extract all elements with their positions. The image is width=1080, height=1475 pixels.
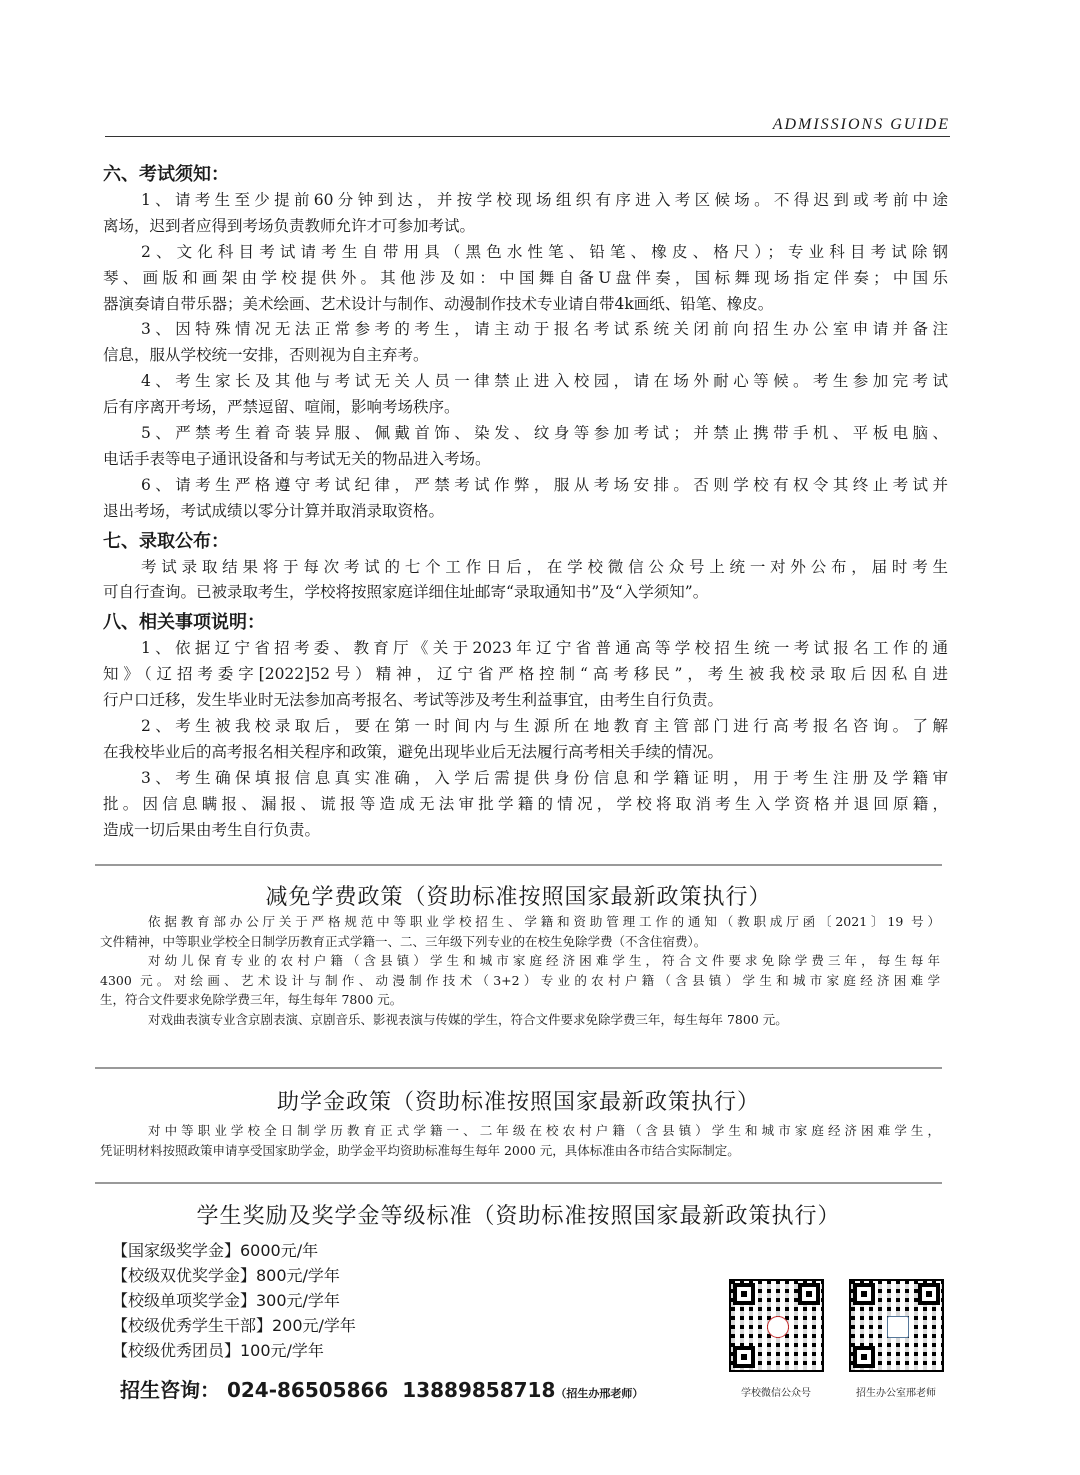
contact-label: 招生咨询： (120, 1378, 220, 1402)
qr-code-office (849, 1279, 944, 1372)
section-heading: 七、录取公布： (103, 530, 229, 552)
award-item: 【校级优秀学生干部】200元/学年 (112, 1316, 356, 1335)
divider (95, 864, 942, 866)
paragraph-line: 2、考生被我校录取后，要在第一时间内与生源所在地教育主管部门进行高考报名咨询。了解 (141, 717, 948, 736)
school-logo-icon (767, 1316, 789, 1338)
award-item: 【国家级奖学金】6000元/年 (112, 1241, 319, 1260)
qr-caption: 招生办公室邢老师 (856, 1388, 936, 1399)
paragraph-line: 文件精神，中等职业学校全日制学历教育正式学籍一、二、三年级下列专业的在校生免除学费（不含住宿费）。 (100, 933, 707, 949)
paragraph-line: 对戏曲表演专业含京剧表演、京剧音乐、影视表演与传媒的学生，符合文件要求免除学费三年，每生每年 7800 元。 (148, 1011, 788, 1027)
contact-line (120, 1374, 643, 1403)
paragraph-line: 对中等职业学校全日制学历教育正式学籍一、二年级在校农村户籍（含县镇）学生和城市家庭经济困难学生， (148, 1123, 940, 1138)
header-label: ADMISSIONS GUIDE (772, 116, 950, 133)
paragraph-line: 造成一切后果由考生自行负责。 (103, 820, 321, 839)
header-divider (105, 136, 950, 137)
main-content (103, 158, 948, 843)
paragraph-line: 知》（辽招考委字[2022]52号）精神，辽宁省严格控制“高考移民”，考生被我校录取后因私自进 (103, 665, 948, 684)
photo-icon (887, 1316, 909, 1338)
paragraph-line: 退出考场，考试成绩以零分计算并取消录取资格。 (103, 501, 445, 520)
paragraph-line: 1、依据辽宁省招考委、教育厅《关于2023年辽宁省普通高等学校招生统一考试报名工作的通 (141, 639, 948, 658)
paragraph-line: 4、考生家长及其他与考试无关人员一律禁止进入校园，请在场外耐心等候。考生参加完考试 (141, 372, 948, 391)
grant-title: 助学金政策（资助标准按照国家最新政策执行） (276, 1090, 760, 1115)
paragraph-line: 4300 元。对绘画、艺术设计与制作、动漫制作技术（3+2）专业的农村户籍（含县镇）学生和城市家庭经济困难学 (100, 972, 940, 988)
paragraph-line: 5、严禁考生着奇装异服、佩戴首饰、染发、纹身等参加考试；并禁止携带手机、平板电脑、 (141, 424, 948, 443)
paragraph-line: 6、请考生严格遵守考试纪律，严禁考试作弊，服从考场安排。否则学校有权令其终止考试并 (141, 475, 948, 494)
qr-caption: 学校微信公众号 (741, 1388, 811, 1399)
awards-title: 学生奖励及奖学金等级标准（资助标准按照国家最新政策执行） (196, 1204, 841, 1229)
qr-code-wechat (729, 1279, 824, 1372)
paragraph-line: 离场，迟到者应得到考场负责教师允许才可参加考试。 (103, 216, 476, 235)
paragraph-line: 可自行查询。已被录取考生，学校将按照家庭详细住址邮寄“录取通知书”及“入学须知”。 (103, 583, 709, 602)
contact-phone-2: 13889858718 (402, 1378, 556, 1402)
paragraph-line: 在我校毕业后的高考报名相关程序和政策，避免出现毕业后无法履行高考相关手续的情况。 (103, 742, 724, 761)
section-heading: 六、考试须知： (103, 164, 229, 185)
contact-note: （招生办邢老师） (555, 1387, 644, 1400)
paragraph-line: 后有序离开考场，严禁逗留、喧闹，影响考场秩序。 (103, 398, 460, 417)
paragraph-line: 考试录取结果将于每次考试的七个工作日后，在学校微信公众号上统一对外公布，届时考生 (141, 557, 948, 576)
paragraph-line: 琴、画版和画架由学校提供外。其他涉及如：中国舞自备U盘伴奏，国标舞现场指定伴奏；中国乐 (103, 268, 948, 287)
paragraph-line: 3、因特殊情况无法正常参考的考生，请主动于报名考试系统关闭前向招生办公室申请并备注 (141, 320, 948, 339)
tuition-title: 减免学费政策（资助标准按照国家最新政策执行） (265, 885, 772, 910)
paragraph-line: 2、文化科目考试请考生自带用具（黑色水性笔、铅笔、橡皮、格尺）；专业科目考试除钢 (141, 242, 948, 261)
paragraph-line: 生，符合文件要求免除学费三年，每生每年 7800 元。 (100, 992, 403, 1007)
paragraph-line: 对幼儿保育专业的农村户籍（含县镇）学生和城市家庭经济困难学生，符合文件要求免除学费三年，每生每年 (148, 953, 940, 968)
award-item: 【校级单项奖学金】300元/学年 (112, 1291, 340, 1310)
paragraph-line: 凭证明材料按照政策申请享受国家助学金，助学金平均资助标准每生每年 2000 元，具体标准由各市结合实际制定。 (100, 1142, 740, 1158)
paragraph-line: 信息，服从学校统一安排，否则视为自主弃考。 (103, 346, 429, 365)
divider (95, 1067, 942, 1069)
paragraph-line: 依据教育部办公厅关于严格规范中等职业学校招生、学籍和资助管理工作的通知（教职成厅函〔2021〕19 号） (148, 914, 940, 929)
paragraph-line: 1、请考生至少提前60分钟到达，并按学校现场组织有序进入考区候场。不得迟到或考前中途 (141, 191, 948, 209)
divider (95, 1182, 942, 1184)
awards-list (112, 1238, 356, 1363)
grant-body (100, 1121, 940, 1160)
paragraph-line: 器演奏请自带乐器；美术绘画、艺术设计与制作、动漫制作技术专业请自带4k画纸、铅笔、橡皮。 (103, 294, 774, 313)
section-heading: 八、相关事项说明： (103, 612, 265, 634)
paragraph-line: 3、考生确保填报信息真实准确，入学后需提供身份信息和学籍证明，用于考生注册及学籍审 (141, 768, 948, 787)
tuition-body (100, 912, 940, 1029)
award-item: 【校级优秀团员】100元/学年 (112, 1341, 324, 1360)
paragraph-line: 批。因信息瞒报、漏报、谎报等造成无法审批学籍的情况，学校将取消考生入学资格并退回原籍， (103, 794, 948, 813)
paragraph-line: 电话手表等电子通讯设备和与考试无关的物品进入考场。 (103, 449, 491, 468)
award-item: 【校级双优奖学金】800元/学年 (112, 1266, 340, 1285)
paragraph-line: 行户口迁移，发生毕业时无法参加高考报名、考试等涉及考生利益事宜，由考生自行负责。 (103, 691, 724, 710)
contact-phone-1: 024-86505866 (226, 1378, 389, 1402)
